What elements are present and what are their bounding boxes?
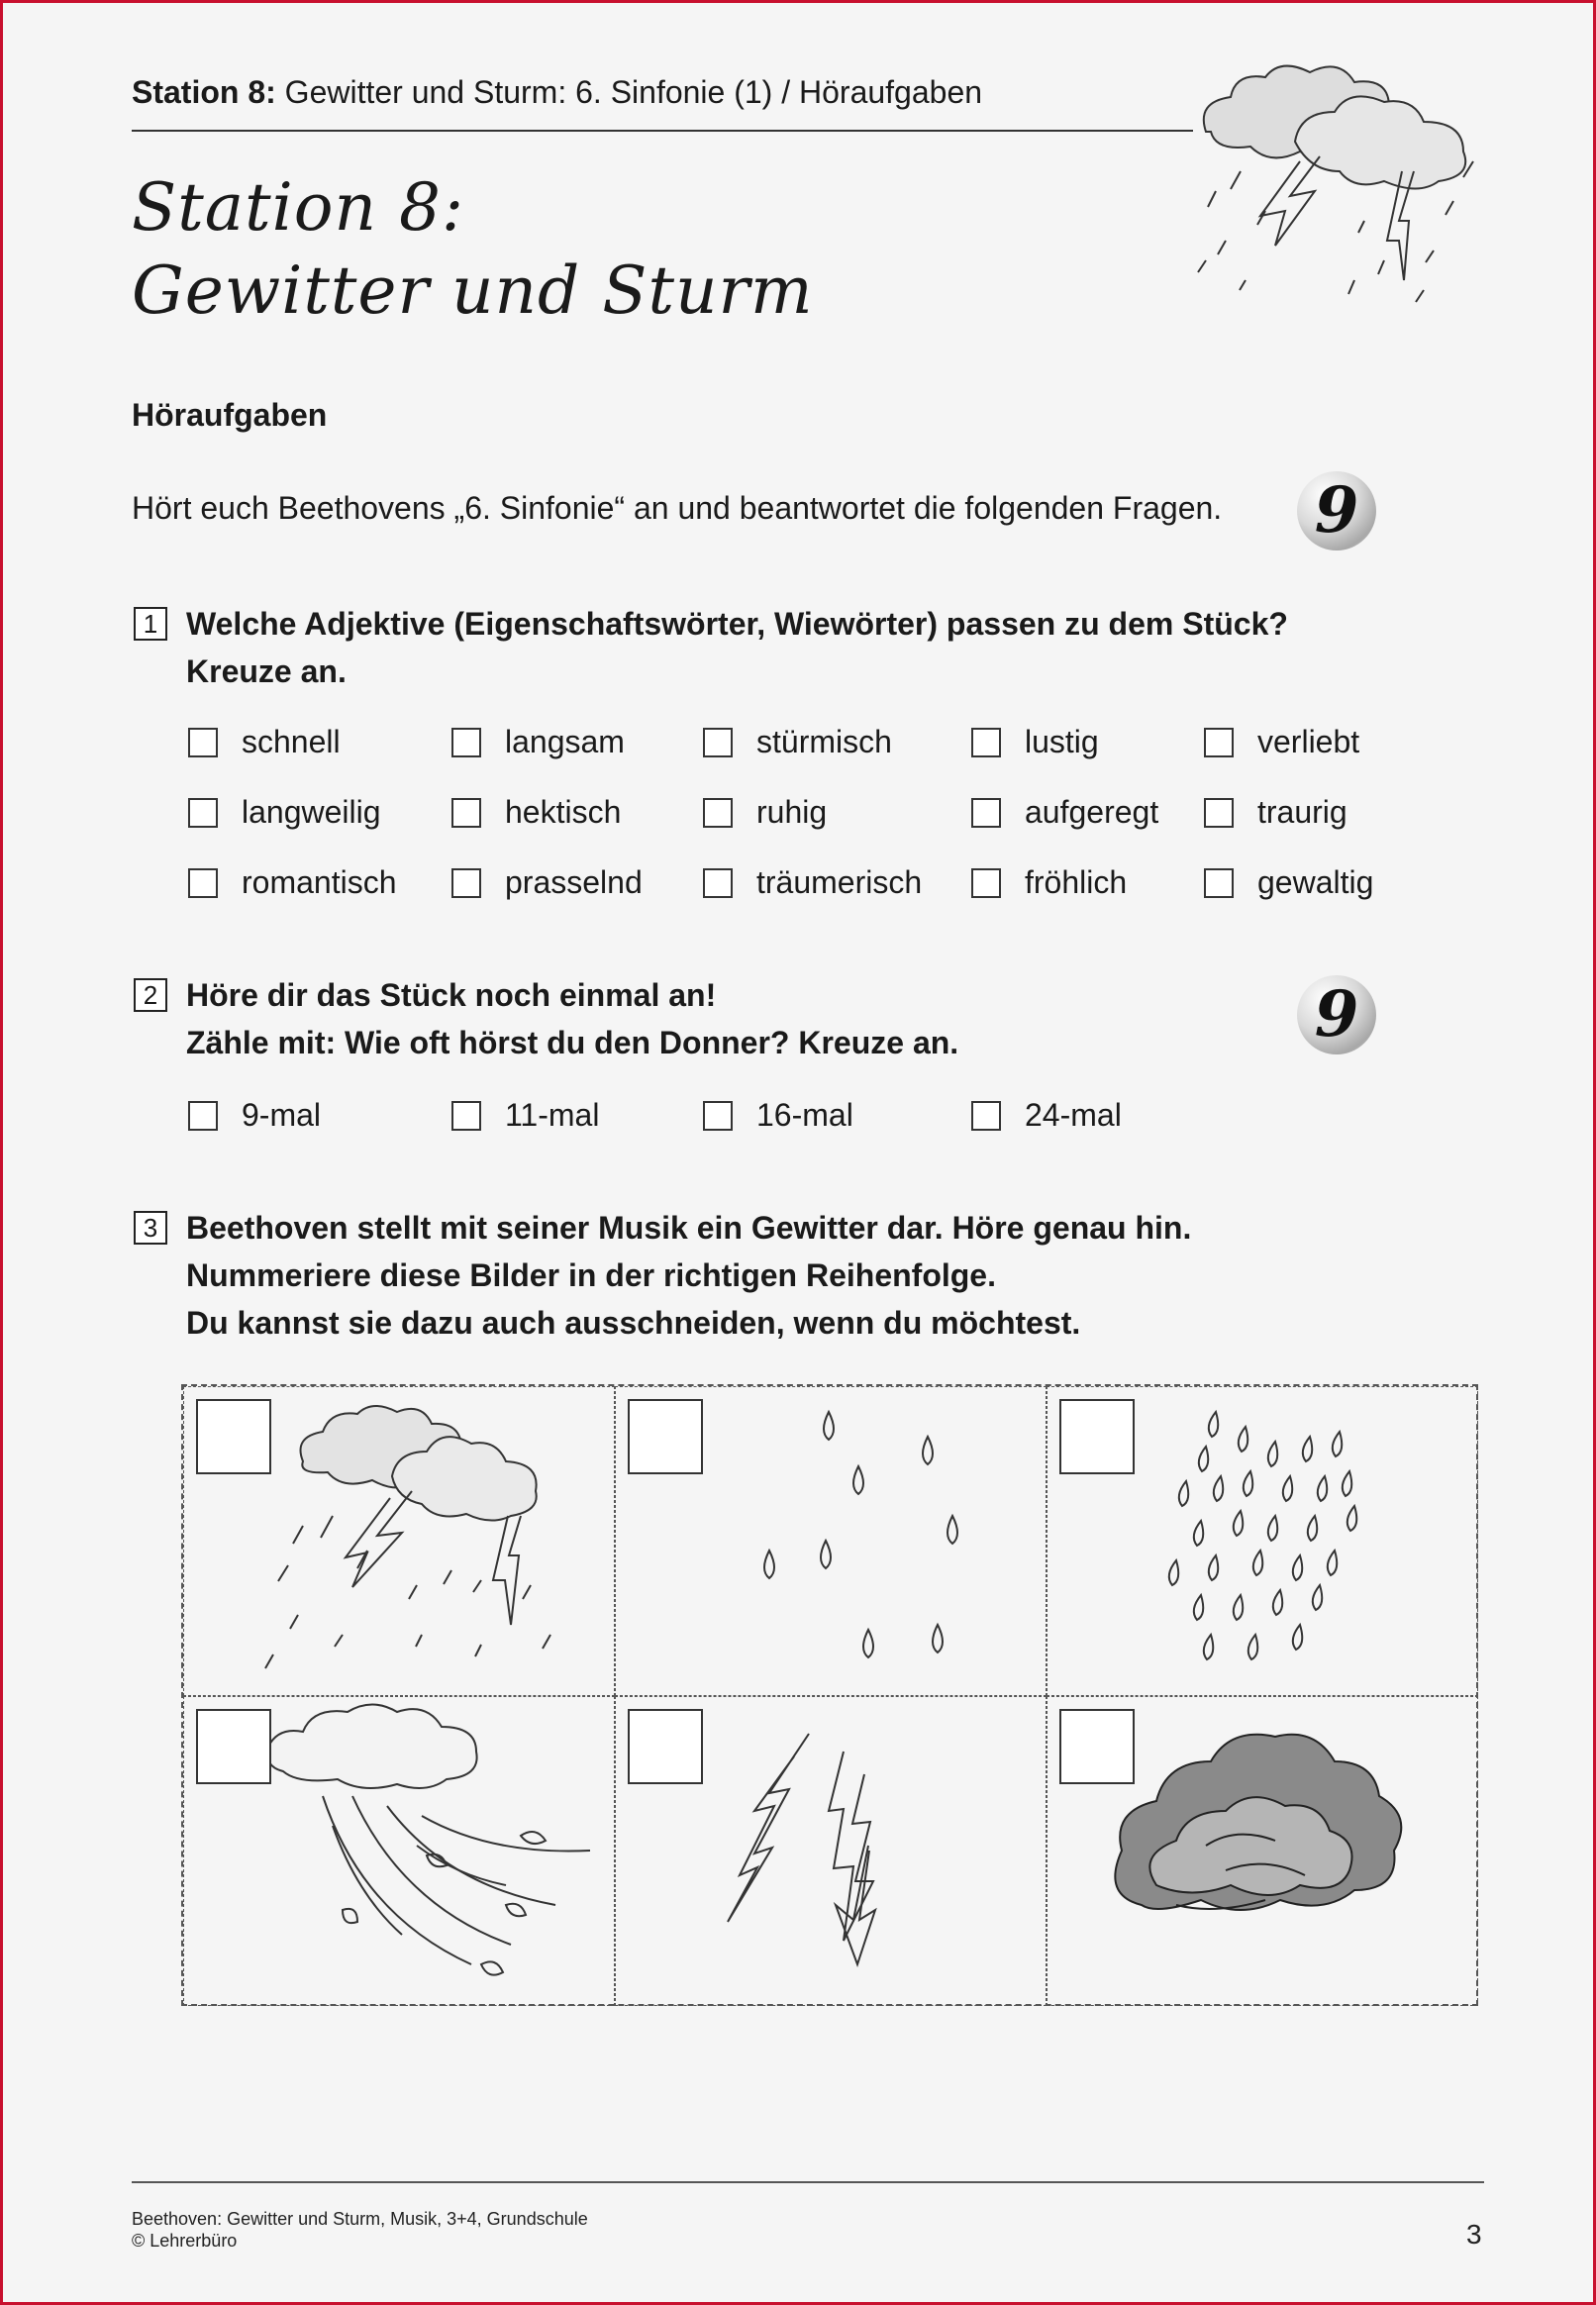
option-label: träumerisch [756, 864, 923, 900]
checkbox[interactable] [971, 868, 1001, 898]
question-1-line-2: Kreuze an. [186, 653, 347, 689]
checkbox-option[interactable] [971, 794, 1158, 831]
checkbox[interactable] [451, 798, 481, 828]
question-1-text [186, 600, 1288, 695]
question-2-line-1: Höre dir das Stück noch einmal an! [186, 977, 717, 1013]
option-label: ruhig [756, 794, 828, 830]
checkbox-option[interactable] [188, 1097, 321, 1134]
option-label: 9-mal [242, 1097, 322, 1133]
option-label: langweilig [242, 794, 381, 830]
number-box[interactable] [1059, 1399, 1135, 1474]
option-label: schnell [242, 724, 341, 759]
question-1-line-1: Welche Adjektive (Eigenschaftswörter, Wiewörter) passen zu dem Stück? [186, 606, 1288, 642]
question-3-line-2: Nummeriere diese Bilder in der richtigen Reihenfolge. [186, 1257, 996, 1293]
checkbox-option[interactable] [451, 794, 621, 831]
checkbox[interactable] [451, 728, 481, 757]
option-label: 11-mal [505, 1097, 600, 1133]
page-header [132, 74, 982, 111]
checkbox-option[interactable] [451, 1097, 599, 1134]
number-box[interactable] [196, 1399, 271, 1474]
checkbox[interactable] [703, 1101, 733, 1131]
header-divider [132, 130, 1193, 132]
title-line-1: Station 8: [132, 169, 465, 246]
option-label: gewaltig [1257, 864, 1374, 900]
checkbox[interactable] [1204, 798, 1234, 828]
checkbox-option[interactable] [703, 794, 827, 831]
cd-track-number: 9 [1314, 977, 1359, 1052]
checkbox-option[interactable] [971, 1097, 1122, 1134]
checkbox[interactable] [971, 1101, 1001, 1131]
question-3-line-1: Beethoven stellt mit seiner Musik ein Gewitter dar. Höre genau hin. [186, 1210, 1192, 1246]
cd-track-icon [1297, 975, 1376, 1054]
header-title: Gewitter und Sturm: 6. Sinfonie (1) / Höraufgaben [275, 74, 983, 110]
option-label: verliebt [1257, 724, 1360, 759]
section-heading: Höraufgaben [132, 397, 328, 433]
cd-track-number: 9 [1314, 473, 1359, 548]
option-label: 16-mal [756, 1097, 853, 1133]
number-box[interactable] [1059, 1709, 1135, 1784]
checkbox[interactable] [971, 798, 1001, 828]
picture-card[interactable] [183, 1696, 615, 2006]
question-2-line-2: Zähle mit: Wie oft hörst du den Donner? Kreuze an. [186, 1025, 959, 1060]
picture-card[interactable] [615, 1696, 1047, 2006]
checkbox-option[interactable] [703, 864, 922, 901]
option-label: romantisch [242, 864, 397, 900]
intro-text: Hört euch Beethovens „6. Sinfonie“ an und beantwortet die folgenden Fragen. [132, 490, 1223, 526]
option-label: traurig [1257, 794, 1347, 830]
footer-divider [132, 2181, 1484, 2183]
checkbox[interactable] [451, 868, 481, 898]
footer-source: Beethoven: Gewitter und Sturm, Musik, 3+4, Grundschule [132, 2209, 588, 2229]
option-label: hektisch [505, 794, 622, 830]
option-label: stürmisch [756, 724, 892, 759]
option-label: lustig [1025, 724, 1099, 759]
option-label: 24-mal [1025, 1097, 1122, 1133]
cd-track-icon [1297, 471, 1376, 551]
checkbox[interactable] [188, 798, 218, 828]
picture-grid [181, 1384, 1478, 2006]
checkbox-option[interactable] [1204, 724, 1359, 760]
checkbox[interactable] [451, 1101, 481, 1131]
title-line-2: Gewitter und Sturm [132, 252, 814, 329]
option-label: fröhlich [1025, 864, 1128, 900]
picture-card[interactable] [183, 1386, 615, 1696]
picture-card[interactable] [1047, 1386, 1478, 1696]
checkbox[interactable] [1204, 868, 1234, 898]
number-box[interactable] [628, 1399, 703, 1474]
checkbox[interactable] [971, 728, 1001, 757]
question-2-text [186, 971, 958, 1066]
checkbox-option[interactable] [971, 864, 1127, 901]
checkbox[interactable] [188, 868, 218, 898]
checkbox[interactable] [703, 798, 733, 828]
option-label: langsam [505, 724, 625, 759]
question-3-number: 3 [134, 1211, 167, 1245]
checkbox[interactable] [703, 868, 733, 898]
footer-copyright: © Lehrerbüro [132, 2231, 238, 2251]
number-box[interactable] [628, 1709, 703, 1784]
checkbox-option[interactable] [1204, 794, 1347, 831]
checkbox-option[interactable] [188, 864, 397, 901]
checkbox[interactable] [703, 728, 733, 757]
option-label: aufgeregt [1025, 794, 1159, 830]
page-title [132, 166, 814, 333]
question-2-number: 2 [134, 978, 167, 1012]
storm-cloud-icon [1186, 52, 1493, 310]
checkbox[interactable] [188, 1101, 218, 1131]
checkbox-option[interactable] [451, 724, 625, 760]
footer [132, 2208, 588, 2252]
checkbox[interactable] [1204, 728, 1234, 757]
page-number: 3 [1466, 2219, 1482, 2250]
picture-card[interactable] [1047, 1696, 1478, 2006]
question-3-line-3: Du kannst sie dazu auch ausschneiden, wenn du möchtest. [186, 1305, 1081, 1341]
checkbox-option[interactable] [188, 724, 341, 760]
number-box[interactable] [196, 1709, 271, 1784]
checkbox-option[interactable] [451, 864, 643, 901]
checkbox-option[interactable] [703, 724, 892, 760]
question-3-text [186, 1204, 1191, 1347]
checkbox-option[interactable] [703, 1097, 853, 1134]
checkbox-option[interactable] [188, 794, 381, 831]
picture-card[interactable] [615, 1386, 1047, 1696]
header-station-label: Station 8: [132, 74, 276, 110]
checkbox-option[interactable] [1204, 864, 1373, 901]
option-label: prasselnd [505, 864, 643, 900]
checkbox-option[interactable] [971, 724, 1099, 760]
question-1-number: 1 [134, 607, 167, 641]
checkbox[interactable] [188, 728, 218, 757]
